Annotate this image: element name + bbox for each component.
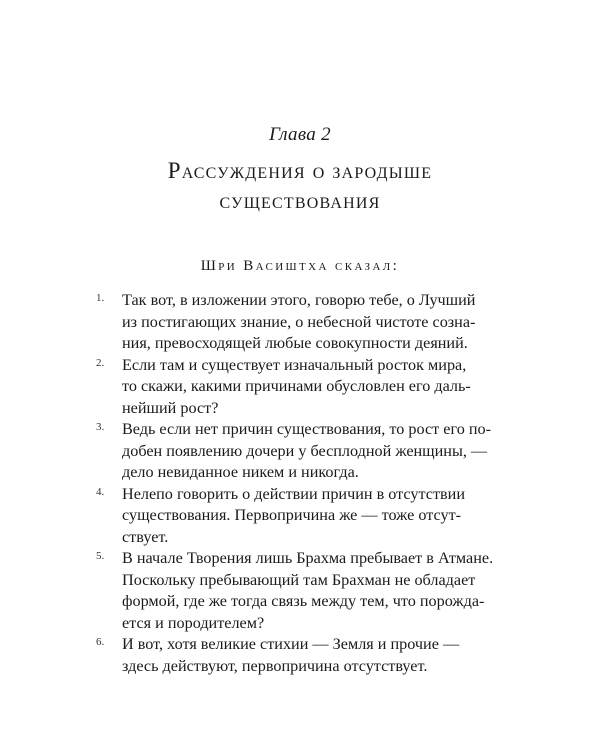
verse-line: формой, где же тогда связь между тем, что порожда- <box>122 592 485 610</box>
verse <box>96 290 512 355</box>
verse-line: ствует. <box>122 527 169 546</box>
verse <box>96 419 512 484</box>
verse-list <box>96 290 512 677</box>
verse-number: 1. <box>96 292 105 304</box>
verse-number: 2. <box>96 356 105 369</box>
verse-line: существования. Первопричина же — тоже отсут- <box>122 506 462 524</box>
verse-line: Так вот, в изложении этого, говорю тебе, о Лучший <box>122 291 476 309</box>
verse <box>96 355 512 420</box>
verse-line: И вот, хотя великие стихии — Земля и прочие — <box>122 635 460 653</box>
verse-line: ется и породителем? <box>122 613 265 632</box>
verse-line: Нелепо говорить о действии причин в отсутствии <box>122 484 465 503</box>
verse-line: то скажи, какими причинами обусловлен его даль- <box>122 377 471 395</box>
verse-line: Ведь если нет причин существования, то рост его по- <box>122 420 491 438</box>
verse-number: 4. <box>96 485 105 498</box>
verse <box>96 484 512 549</box>
verse-line: здесь действуют, первопричина отсутствует. <box>122 656 428 675</box>
verse-line: ния, превосходящей любые совокупности деяний. <box>122 334 468 352</box>
verse <box>96 634 512 677</box>
verse-line: добен появлению дочери у бесплодной женщины, — <box>122 441 488 460</box>
speaker-heading: Шри Васиштха сказал: <box>200 258 400 274</box>
verse-number: 5. <box>96 550 105 562</box>
verse-line: из постигающих знание, о небесной чистоте созна- <box>122 312 476 331</box>
chapter-title <box>0 156 600 216</box>
verse-line: В начале Творения лишь Брахма пребывает в Атмане. <box>122 549 494 567</box>
verse-line: Если там и существует изначальный росток мира, <box>122 355 467 374</box>
chapter-title-line: Рассуждения о зародыше <box>167 158 433 183</box>
verse-line: дело невиданное никем и никогда. <box>122 463 359 481</box>
chapter-label: Глава 2 <box>269 124 331 145</box>
verse-line: нейший рост? <box>122 398 219 417</box>
verse-line: Поскольку пребывающий там Брахман не обладает <box>122 570 476 589</box>
verse-number: 6. <box>96 636 105 648</box>
verse <box>96 548 512 634</box>
chapter-title-line: существования <box>219 188 381 213</box>
verse-number: 3. <box>96 421 105 433</box>
